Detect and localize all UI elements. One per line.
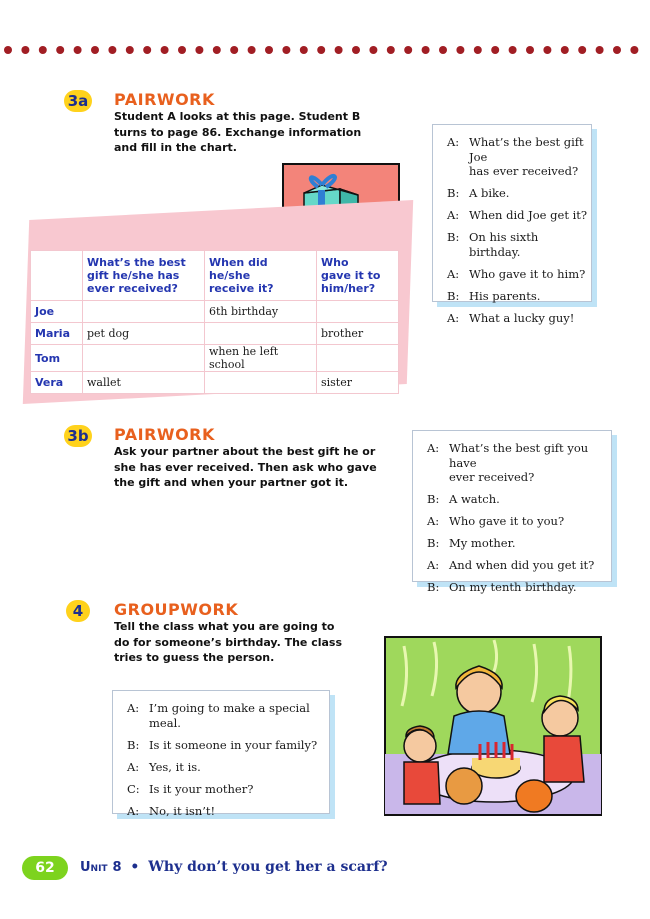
border-dot bbox=[369, 46, 377, 54]
instruction-4: Tell the class what you are going to do for someone’s birthday. The class tries to guess the person. bbox=[114, 620, 343, 664]
birthday-party-illustration bbox=[384, 636, 602, 816]
chart-header-gift: What’s the best gift he/she has ever received? bbox=[83, 251, 205, 301]
chart-header-when: When did he/she receive it? bbox=[205, 251, 317, 301]
border-dot bbox=[230, 46, 238, 54]
info-chart bbox=[30, 250, 399, 394]
dialog-box-3a bbox=[432, 124, 592, 325]
dialog-line: B: His parents. bbox=[447, 288, 541, 303]
border-dot bbox=[4, 46, 12, 54]
border-dot bbox=[178, 46, 186, 54]
dialog-line: B: A watch. bbox=[427, 492, 500, 506]
border-dot bbox=[317, 46, 325, 54]
dialog-line: B: My mother. bbox=[427, 536, 516, 550]
dialog-line: B: On my tenth birthday. bbox=[427, 580, 577, 594]
dialog-line: A: And when did you get it? bbox=[427, 558, 595, 572]
dialog-line: A: Who gave it to him? bbox=[447, 266, 586, 281]
instruction-3a: Student A looks at this page. Student B turns to page 86. Exchange information and fill in the chart. bbox=[114, 110, 362, 154]
dialog-line: A: Yes, it is. bbox=[127, 759, 201, 774]
border-dot bbox=[248, 46, 256, 54]
border-dot bbox=[578, 46, 586, 54]
border-dot bbox=[543, 46, 551, 54]
border-dot bbox=[561, 46, 569, 54]
section-badge-4: 4 bbox=[66, 600, 90, 622]
dialog-line: B: On his sixth birthday. bbox=[447, 230, 539, 259]
border-dot bbox=[404, 46, 412, 54]
border-dot bbox=[143, 46, 151, 54]
border-dot bbox=[613, 46, 621, 54]
dialog-line: A: I’m going to make a special meal. bbox=[127, 701, 310, 730]
table-row: Joe 6th birthday bbox=[31, 301, 399, 323]
dialog-box-3b bbox=[412, 430, 612, 594]
border-dot bbox=[213, 46, 221, 54]
border-dot bbox=[300, 46, 308, 54]
border-dot bbox=[474, 46, 482, 54]
border-dot bbox=[439, 46, 447, 54]
section-badge-3b: 3b bbox=[64, 425, 92, 447]
table-row: Tom when he left school bbox=[31, 345, 399, 372]
border-dot bbox=[91, 46, 99, 54]
border-dot bbox=[161, 46, 169, 54]
border-dot bbox=[352, 46, 360, 54]
section-title-3b: PAIRWORK bbox=[114, 425, 215, 444]
dialog-line: A: What’s the best gift you have ever received? bbox=[427, 441, 589, 484]
dialog-line: C: Is it your mother? bbox=[127, 781, 254, 796]
dialog-line: A: No, it isn’t! bbox=[127, 803, 216, 818]
border-dot bbox=[630, 46, 638, 54]
dialog-line: B: A bike. bbox=[447, 186, 510, 200]
section-badge-3a: 3a bbox=[64, 90, 92, 112]
border-dot bbox=[422, 46, 430, 54]
border-dot bbox=[108, 46, 116, 54]
chart-header-empty bbox=[31, 251, 83, 301]
border-dot bbox=[126, 46, 134, 54]
border-dot bbox=[387, 46, 395, 54]
border-dot bbox=[265, 46, 273, 54]
dialog-line: A: What a lucky guy! bbox=[447, 310, 575, 325]
border-dot bbox=[195, 46, 203, 54]
border-dot bbox=[526, 46, 534, 54]
border-dot bbox=[491, 46, 499, 54]
table-row: Vera wallet sister bbox=[31, 372, 399, 394]
dialog-line: A: When did Joe get it? bbox=[447, 208, 588, 222]
border-dot bbox=[456, 46, 464, 54]
border-dot bbox=[282, 46, 290, 54]
table-row: Maria pet dog brother bbox=[31, 323, 399, 345]
section-title-3a: PAIRWORK bbox=[114, 90, 215, 109]
dotted-border bbox=[0, 44, 650, 56]
border-dot bbox=[74, 46, 82, 54]
border-dot bbox=[509, 46, 517, 54]
dialog-line: B: Is it someone in your family? bbox=[127, 737, 318, 752]
dialog-box-4 bbox=[112, 690, 330, 818]
instruction-3b: Ask your partner about the best gift he or she has ever received. Then ask who gave the gift and when your partner got it. bbox=[114, 445, 377, 489]
section-title-4: GROUPWORK bbox=[114, 600, 239, 619]
dialog-line: A: Who gave it to you? bbox=[427, 514, 565, 528]
footer-title: Unit 8 • Why don’t you get her a scarf? bbox=[80, 859, 388, 875]
border-dot bbox=[335, 46, 343, 54]
dialog-line: A: What’s the best gift Joe has ever received? bbox=[447, 135, 584, 178]
border-dot bbox=[56, 46, 64, 54]
border-dot bbox=[21, 46, 29, 54]
page-number: 62 bbox=[22, 856, 68, 880]
border-dot bbox=[596, 46, 604, 54]
border-dot bbox=[39, 46, 47, 54]
chart-header-who: Who gave it to him/her? bbox=[317, 251, 399, 301]
